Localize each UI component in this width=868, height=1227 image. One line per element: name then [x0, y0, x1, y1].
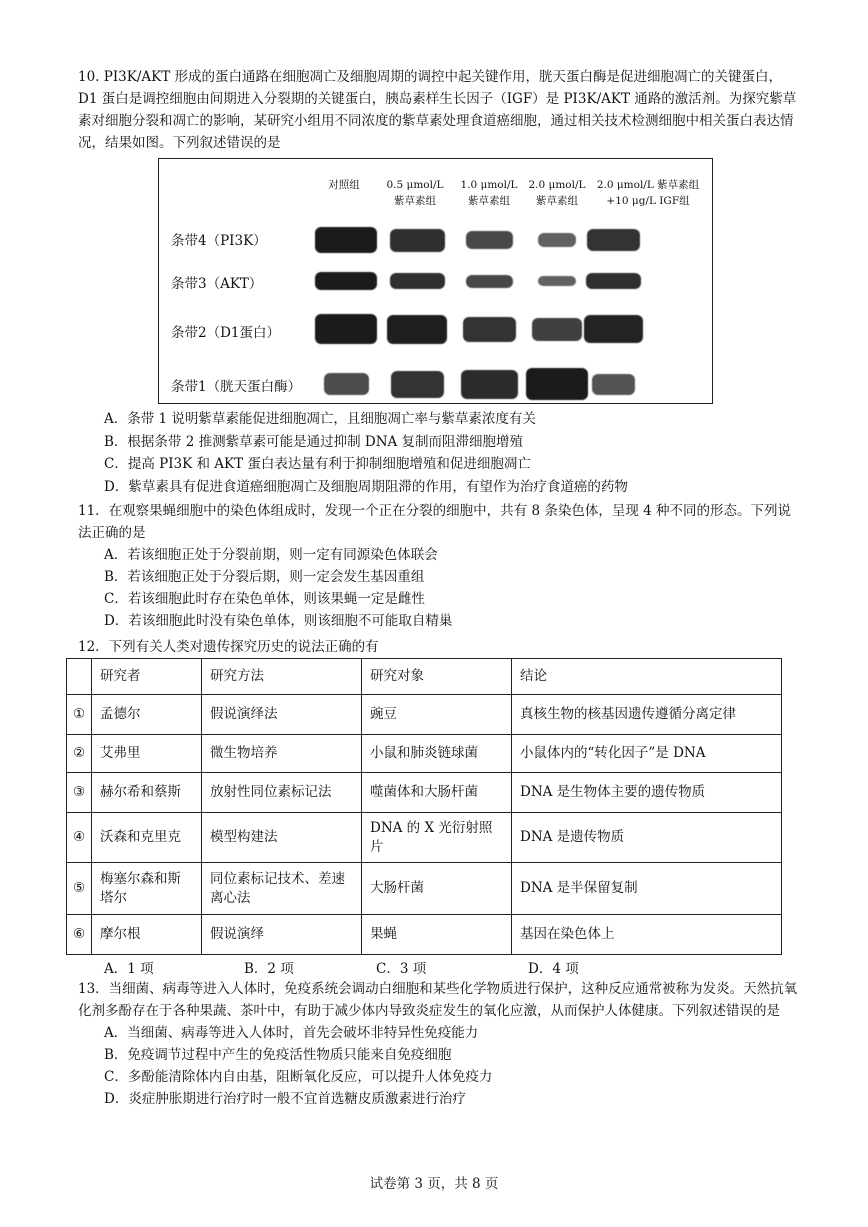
blot-band: [463, 317, 516, 342]
column-header-3: [523, 177, 591, 209]
table-header-cell: [67, 659, 92, 695]
band-label-4: 条带4（PI3K）: [171, 233, 267, 249]
table-cell: 豌豆: [362, 695, 512, 735]
table-cell: DNA 是遗传物质: [512, 813, 782, 863]
table-cell: 假说演绎法: [202, 695, 362, 735]
table-header-cell: 结论: [512, 659, 782, 695]
column-header-0-line1: 对照组: [328, 179, 360, 191]
table-header-cell: 研究对象: [362, 659, 512, 695]
column-header-4-line2: +10 μg/L IGF组: [606, 195, 690, 207]
column-header-1: [381, 177, 449, 209]
question-10-options: [78, 408, 798, 498]
table-cell: 小鼠和肺炎链球菌: [362, 735, 512, 773]
blot-band: [584, 315, 643, 343]
table-header-cell: 研究方法: [202, 659, 362, 695]
page-footer: 试卷第 3 页，共 8 页: [369, 1176, 499, 1192]
table-cell: DNA 的 X 光衍射照片: [362, 813, 512, 863]
q12-option-c[interactable]: C．3 项: [376, 961, 427, 977]
band-label-2: 条带2（D1蛋白）: [171, 325, 281, 341]
column-header-3-line2: 紫草素组: [536, 195, 578, 207]
blot-band: [592, 374, 635, 395]
table-cell: 真核生物的核基因遗传遵循分离定律: [512, 695, 782, 735]
band-label-3: 条带3（AKT）: [171, 276, 263, 292]
blot-band: [390, 273, 445, 289]
table-cell: ⑤: [67, 863, 92, 915]
table-cell: 噬菌体和大肠杆菌: [362, 773, 512, 813]
q10-option-a[interactable]: A．条带 1 说明紫草素能促进细胞凋亡，且细胞凋亡率与紫草素浓度有关: [104, 411, 536, 427]
blot-band: [538, 276, 576, 286]
table-cell: 孟德尔: [92, 695, 202, 735]
column-header-2-line2: 紫草素组: [468, 195, 510, 207]
table-cell: 沃森和克里克: [92, 813, 202, 863]
table-cell: ③: [67, 773, 92, 813]
table-header-row: [67, 659, 782, 695]
question-10: [78, 66, 798, 154]
table-cell: DNA 是生物体主要的遗传物质: [512, 773, 782, 813]
q13-option-a[interactable]: A．当细菌、病毒等进入人体时，首先会破坏非特异性免疫能力: [104, 1025, 479, 1041]
blot-band: [315, 314, 377, 344]
table-cell: 赫尔希和蔡斯: [92, 773, 202, 813]
column-header-0: [309, 177, 379, 193]
table-cell: 模型构建法: [202, 813, 362, 863]
table-cell: ②: [67, 735, 92, 773]
table-cell: 同位素标记技术、差速离心法: [202, 863, 362, 915]
table-cell: ⑥: [67, 915, 92, 955]
blot-band: [315, 227, 377, 253]
column-header-2: [455, 177, 523, 209]
blot-band: [538, 233, 576, 247]
band-label-1: 条带1（胱天蛋白酶）: [171, 379, 302, 395]
table-cell: 基因在染色体上: [512, 915, 782, 955]
q11-option-a[interactable]: A．若该细胞正处于分裂前期，则一定有同源染色体联会: [104, 547, 438, 563]
blot-band: [532, 318, 582, 341]
blot-band: [390, 229, 445, 252]
question-12: [78, 636, 798, 658]
table-row: [67, 863, 782, 915]
column-header-4: [589, 177, 707, 209]
table-cell: 大肠杆菌: [362, 863, 512, 915]
blot-band: [324, 373, 369, 395]
column-header-4-line1: 2.0 μmol/L 紫草素组: [596, 179, 700, 191]
history-table: [66, 658, 782, 955]
q12-option-a[interactable]: A．1 项: [104, 961, 154, 977]
blot-band: [466, 231, 513, 249]
q13-option-d[interactable]: D．炎症肿胀期进行治疗时一般不宜首选糖皮质激素进行治疗: [104, 1091, 466, 1107]
blot-band: [315, 272, 377, 290]
table-cell: 放射性同位素标记法: [202, 773, 362, 813]
table-cell: 假说演绎: [202, 915, 362, 955]
question-13-stem: 13．当细菌、病毒等进入人体时，免疫系统会调动白细胞和某些化学物质进行保护，这种反应通常被称为发炎。天然抗氧化剂多酚存在于各种果蔬、茶叶中，有助于减少体内导致炎症发生的氧化应激，从而保护人体健康。下列叙述错误的是: [78, 981, 798, 1019]
q10-option-d[interactable]: D．紫草素具有促进食道癌细胞凋亡及细胞周期阻滞的作用，有望作为治疗食道癌的药物: [104, 478, 628, 495]
blot-band: [391, 371, 444, 398]
blot-band: [587, 229, 640, 251]
blot-band: [461, 370, 518, 399]
table-row: [67, 735, 782, 773]
table-cell: 果蝇: [362, 915, 512, 955]
table-cell: 艾弗里: [92, 735, 202, 773]
q11-option-b[interactable]: B．若该细胞正处于分裂后期，则一定会发生基因重组: [104, 569, 425, 585]
question-13: [78, 978, 798, 1110]
q13-option-b[interactable]: B．免疫调节过程中产生的免疫活性物质只能来自免疫细胞: [104, 1047, 452, 1063]
q10-option-b[interactable]: B．根据条带 2 推测紫草素可能是通过抑制 DNA 复制而阻滞细胞增殖: [104, 433, 524, 450]
western-blot-figure: [158, 158, 713, 404]
blot-band: [387, 315, 447, 344]
table-row: [67, 773, 782, 813]
table-cell: 小鼠体内的“转化因子”是 DNA: [512, 735, 782, 773]
q10-option-c[interactable]: C．提高 PI3K 和 AKT 蛋白表达量有利于抑制细胞增殖和促进细胞凋亡: [104, 456, 531, 472]
table-cell: ①: [67, 695, 92, 735]
column-header-1-line1: 0.5 μmol/L: [386, 179, 444, 191]
question-11-stem: 11．在观察果蝇细胞中的染色体组成时，发现一个正在分裂的细胞中，共有 8 条染色体，呈现 4 种不同的形态。下列说法正确的是: [78, 503, 792, 541]
question-11: [78, 500, 798, 632]
q12-option-d[interactable]: D．4 项: [528, 961, 579, 977]
q11-option-d[interactable]: D．若该细胞此时没有染色单体，则该细胞不可能取自精巢: [104, 613, 453, 629]
column-header-3-line1: 2.0 μmol/L: [528, 179, 586, 191]
column-header-2-line1: 1.0 μmol/L: [460, 179, 518, 191]
table-cell: DNA 是半保留复制: [512, 863, 782, 915]
table-cell: 梅塞尔森和斯塔尔: [92, 863, 202, 915]
table-cell: 摩尔根: [92, 915, 202, 955]
column-header-1-line2: 紫草素组: [394, 195, 436, 207]
blot-band: [466, 275, 513, 288]
question-10-stem: 10. PI3K/AKT 形成的蛋白通路在细胞凋亡及细胞周期的调控中起关键作用，胱天蛋白酶是促进细胞凋亡的关键蛋白，D1 蛋白是调控细胞由间期进入分裂期的关键蛋白，胰岛素样生长因子（IGF）是 PI3K/AKT 通路的激活剂。为探究紫草素对细胞分裂和凋亡的影响，某研究小组用不同浓度的紫草素处理食道癌细胞，通过相关技术检测细胞中相关蛋白表达情况，结果如图。下列叙述错误的是: [78, 69, 797, 151]
q11-option-c[interactable]: C．若该细胞此时存在染色单体，则该果蝇一定是雌性: [104, 591, 425, 607]
q12-option-b[interactable]: B．2 项: [244, 961, 294, 977]
q13-option-c[interactable]: C．多酚能清除体内自由基，阻断氧化反应，可以提升人体免疫力: [104, 1069, 493, 1085]
blot-band: [526, 368, 588, 400]
table-cell: 微生物培养: [202, 735, 362, 773]
table-row: [67, 695, 782, 735]
table-row: [67, 813, 782, 863]
table-row: [67, 915, 782, 955]
question-12-stem: 12．下列有关人类对遗传探究历史的说法正确的有: [78, 639, 379, 655]
table-header-cell: 研究者: [92, 659, 202, 695]
table-cell: ④: [67, 813, 92, 863]
blot-band: [586, 273, 641, 289]
